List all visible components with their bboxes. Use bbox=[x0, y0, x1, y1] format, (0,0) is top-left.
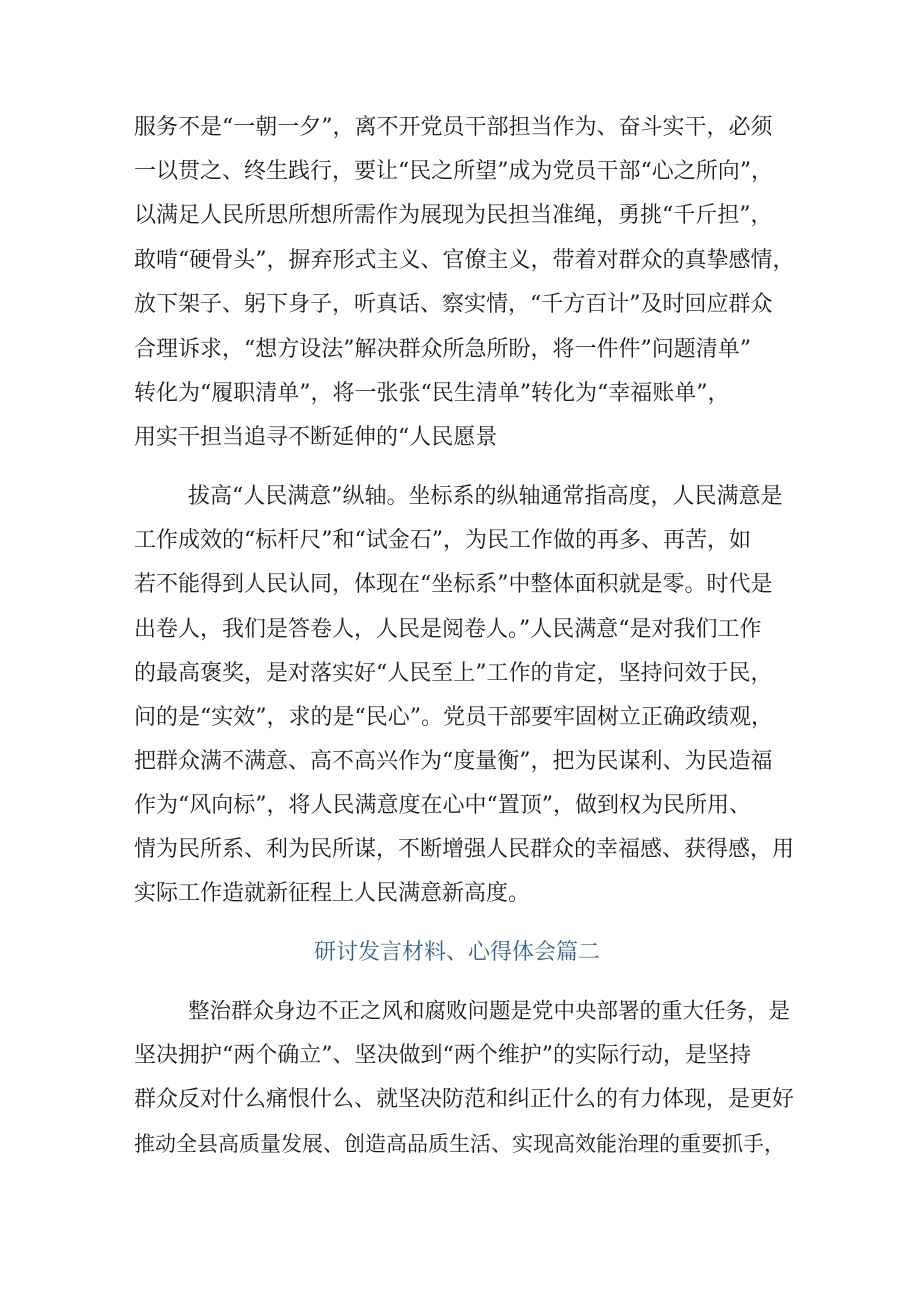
paragraph-line: 用实干担当追寻不断延伸的“人民愿景 bbox=[134, 425, 498, 450]
paragraph-line: 情为民所系、利为民所谋，不断增强人民群众的幸福感、获得感，用 bbox=[134, 837, 795, 862]
paragraph-line: 以满足人民所思所想所需作为展现为民担当准绳，勇挑“千斤担”， bbox=[134, 203, 773, 228]
paragraph-line: 转化为“履职清单”，将一张张“民生清单”转化为“幸福账单”， bbox=[134, 381, 730, 406]
section-heading: 研讨发言材料、心得体会篇二 bbox=[314, 940, 601, 965]
paragraph-line: 作为“风向标”，将人民满意度在心中“置顶”，做到权为民所用、 bbox=[134, 793, 751, 818]
paragraph-line: 拔高“人民满意”纵轴。坐标系的纵轴通常指高度，人民满意是 bbox=[188, 484, 783, 509]
paragraph-line: 整治群众身边不正之风和腐败问题是党中央部署的重大任务，是 bbox=[188, 999, 791, 1024]
paragraph-line: 坚决拥护“两个确立”、坚决做到“两个维护”的实际行动，是坚持 bbox=[134, 1043, 751, 1068]
paragraph-line: 问的是“实效”，求的是“民心”。党员干部要牢固树立正确政绩观， bbox=[134, 705, 773, 730]
paragraph-line: 推动全县高质量发展、创造高品质生活、实现高效能治理的重要抓手， bbox=[134, 1132, 785, 1156]
paragraph-line: 的最高褒奖，是对落实好“人民至上”工作的肯定，坚持问效于民， bbox=[134, 661, 773, 686]
paragraph-line: 工作成效的“标杆尺”和“试金石”，为民工作做的再多、再苦，如 bbox=[134, 528, 751, 553]
paragraph-line: 一以贯之、终生践行，要让“民之所望”成为党员干部“心之所向”， bbox=[134, 159, 773, 184]
paragraph-line: 群众反对什么痛恨什么、就坚决防范和纠正什么的有力体现，是更好 bbox=[134, 1087, 795, 1112]
paragraph-line: 合理诉求，“想方设法”解决群众所急所盼，将一件件”问题清单” bbox=[134, 337, 751, 362]
paragraph-line: 若不能得到人民认同，体现在“坐标系”中整体面积就是零。时代是 bbox=[134, 572, 773, 597]
paragraph-line: 实际工作造就新征程上人民满意新高度。 bbox=[134, 881, 531, 906]
paragraph-line: 敢啃“硬骨头”，摒弃形式主义、官僚主义，带着对群众的真挚感情， bbox=[134, 248, 795, 273]
paragraph-line: 出卷人，我们是答卷人，人民是阅卷人。”人民满意“是对我们工作 bbox=[134, 617, 762, 642]
paragraph-line: 把群众满不满意、高不高兴作为“度量衡”，把为民谋利、为民造福 bbox=[134, 749, 773, 774]
paragraph-line: 放下架子、躬下身子，听真话、察实情，“千方百计”及时回应群众 bbox=[134, 292, 773, 317]
paragraph-line: 服务不是“一朝一夕”，离不开党员干部担当作为、奋斗实干，必须 bbox=[134, 115, 773, 140]
